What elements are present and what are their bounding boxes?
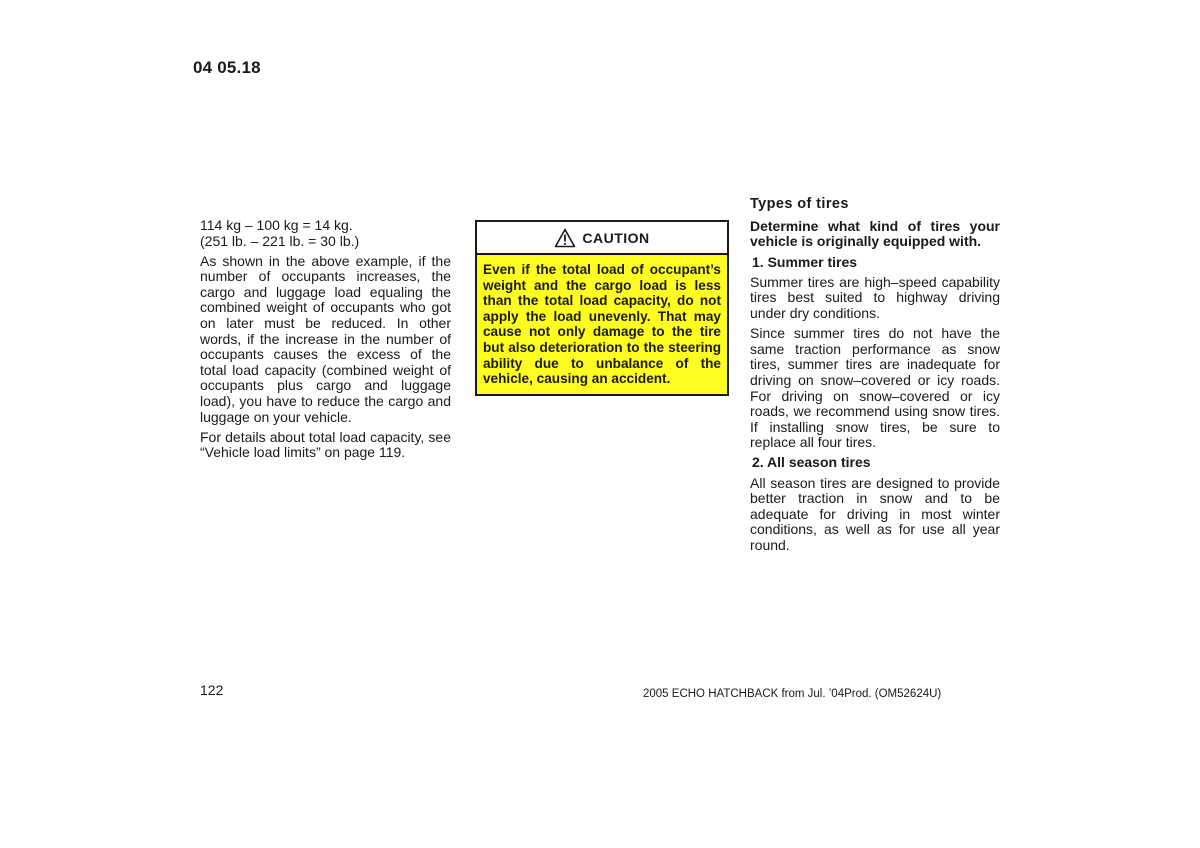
section-title: Types of tires — [750, 196, 849, 212]
date-stamp: 04 05.18 — [193, 58, 261, 77]
tire-type-intro: Determine what kind of tires your vehicle is originally equipped with. — [750, 217, 1000, 250]
right-column — [750, 197, 1000, 558]
caution-text: Even if the total load of occupant’s weight and the cargo load is less than the total load capacity, do not apply the load unevenly. That may cause not only damage to the tire but also deterioration to the steering ability due to unbalance of the vehicle, causing an accident. — [483, 262, 721, 387]
warning-triangle-icon — [554, 228, 576, 248]
caution-box — [475, 220, 729, 396]
summer-tires-paragraph-2: Since summer tires do not have the same traction performance as snow tires, summer tires are inadequate for driving on snow–covered or icy roads. For driving on snow–covered or icy roads, we recommend using snow tires. If installing snow tires, be sure to replace all four tires. — [750, 325, 1000, 451]
load-reduction-paragraph: As shown in the above example, if the number of occupants increases, the cargo and luggage load equaling the combined weight of occupants who got on later must be reduced. In other words, if the increase in the number of occupants causes the excess of the total load capacity (combined weight of occupants plus cargo and luggage load), you have to reduce the cargo and luggage on your vehicle. — [200, 252, 451, 425]
publication-footer: 2005 ECHO HATCHBACK from Jul. ’04Prod. (OM52624U) — [643, 688, 942, 700]
caution-title: CAUTION — [582, 229, 650, 246]
caution-header — [477, 222, 727, 255]
all-season-tires-heading: 2. All season tires — [752, 454, 871, 471]
all-season-tires-paragraph: All season tires are designed to provide better traction in snow and to be adequate for driving in most winter conditions, as well as for use all year round. — [750, 474, 1000, 553]
left-column — [200, 218, 451, 465]
summer-tires-heading: 1. Summer tires — [752, 253, 858, 270]
load-capacity-reference: For details about total load capacity, see “Vehicle load limits” on page 119. — [200, 428, 451, 461]
page-number: 122 — [200, 682, 224, 698]
calc-line-lb: (251 lb. – 221 lb. = 30 lb.) — [200, 232, 360, 249]
summer-tires-paragraph-1: Summer tires are high–speed capability tires best suited to highway driving under dry conditions. — [750, 273, 1000, 322]
calc-line-kg: 114 kg – 100 kg = 14 kg. — [200, 217, 353, 233]
